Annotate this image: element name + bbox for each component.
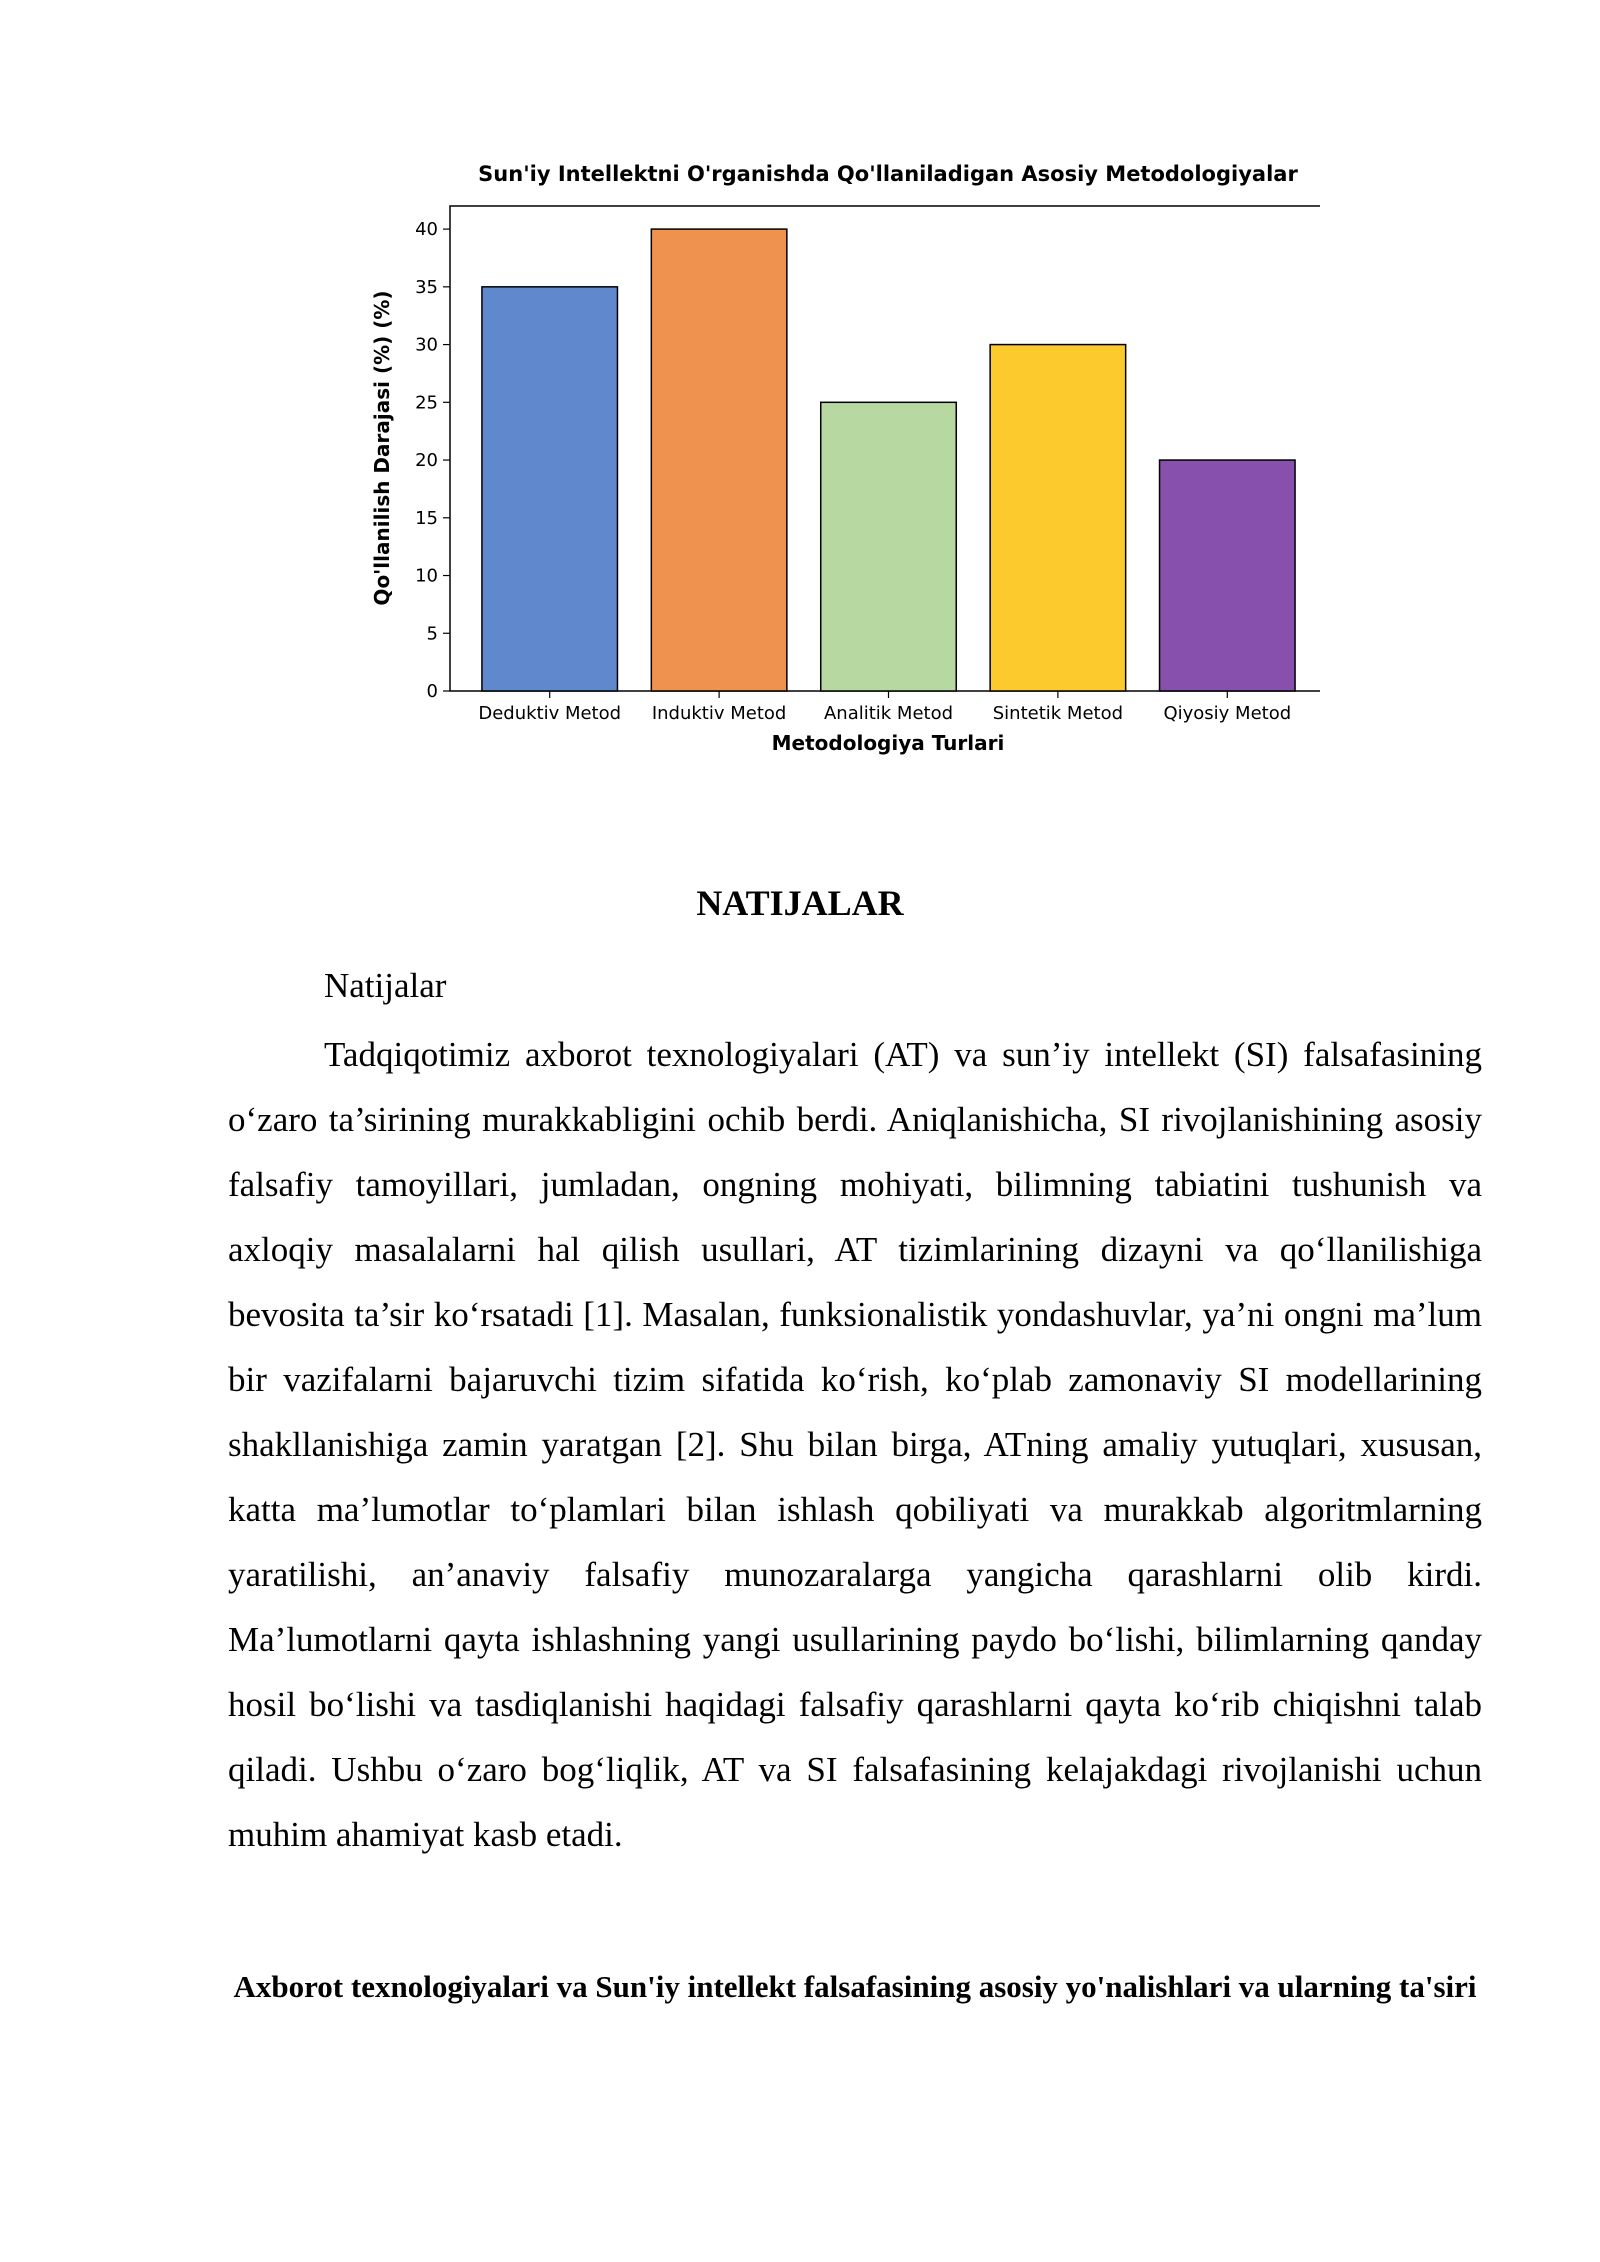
x-tick-label: Analitik Metod (823, 703, 954, 724)
y-tick-label: 35 (415, 276, 438, 298)
table-caption: Axborot texnologiyalari va Sun'iy intellekt falsafasining asosiy yo'nalishlari va ularning ta'siri (233, 1969, 1477, 2004)
y-tick-label: 5 (426, 623, 438, 645)
y-tick-label: 30 (415, 334, 438, 356)
y-tick-label: 10 (415, 565, 438, 587)
y-tick-label: 40 (415, 219, 438, 241)
section-title: NATIJALAR (696, 883, 904, 923)
methodology-bar-chart (360, 150, 1320, 770)
bar-deduktiv-metod (482, 287, 618, 691)
x-tick-label: Induktiv Metod (651, 703, 787, 724)
y-tick-label: 15 (415, 507, 438, 529)
x-tick-label: Qiyosiy Metod (1163, 703, 1292, 724)
bar-sintetik-metod (990, 345, 1126, 691)
bars-group (482, 229, 1295, 691)
y-axis-label: Qo'llanilish Darajasi (%) (%) (370, 290, 394, 606)
x-tick-label: Deduktiv Metod (478, 703, 622, 724)
y-tick-label: 20 (415, 450, 438, 472)
y-tick-label: 0 (426, 681, 438, 702)
chart-title: Sun'iy Intellektni O'rganishda Qo'llaniladigan Asosiy Metodologiyalar (478, 162, 1298, 186)
y-tick-label: 25 (415, 392, 438, 414)
subheading: Natijalar (324, 966, 447, 1005)
results-paragraph: Tadqiqotimiz axborot texnologiyalari (AT) va sun’iy intellekt (SI) falsafasining o‘zaro ta’sirining murakkabligini ochib berdi. Aniqlanishicha, SI rivojlanishining asosiy falsafiy tamoyillari, jumladan, ongning mohiyati, bilimning tabiatini tushunish va axloqiy masalalarni hal qilish usullari, AT tizimlarining dizayni va qo‘llanilishiga bevosita ta’sir ko‘rsatadi [1]. Masalan, funksionalistik yondashuvlar, ya’ni ongni ma’lum bir vazifalarni bajaruvchi tizim sifatida ko‘rish, ko‘plab zamonaviy SI modellarining shakllanishiga zamin yaratgan [2]. Shu bilan birga, ATning amaliy yutuqlari, xususan, katta ma’lumotlar to‘plamlari bilan ishlash qobiliyati va murakkab algoritmlarning yaratilishi, an’anaviy falsafiy munozaralarga yangicha qarashlarni olib kirdi. Ma’lumotlarni qayta ishlashning yangi usullarining paydo bo‘lishi, bilimlarning qanday hosil bo‘lishi va tasdiqlanishi haqidagi falsafiy qarashlarni qayta ko‘rib chiqishni talab qiladi. Ushbu o‘zaro bog‘liqlik, AT va SI falsafasining kelajakdagi rivojlanishi uchun muhim ahamiyat kasb etadi. (228, 1035, 1482, 1854)
y-axis-ticks (415, 219, 450, 702)
bar-induktiv-metod (651, 229, 787, 691)
bar-analitik-metod (821, 402, 957, 691)
x-axis-label: Metodologiya Turlari (771, 731, 1005, 755)
bar-qiyosiy-metod (1160, 460, 1296, 691)
x-axis-ticks (478, 691, 1291, 724)
x-tick-label: Sintetik Metod (992, 703, 1124, 724)
